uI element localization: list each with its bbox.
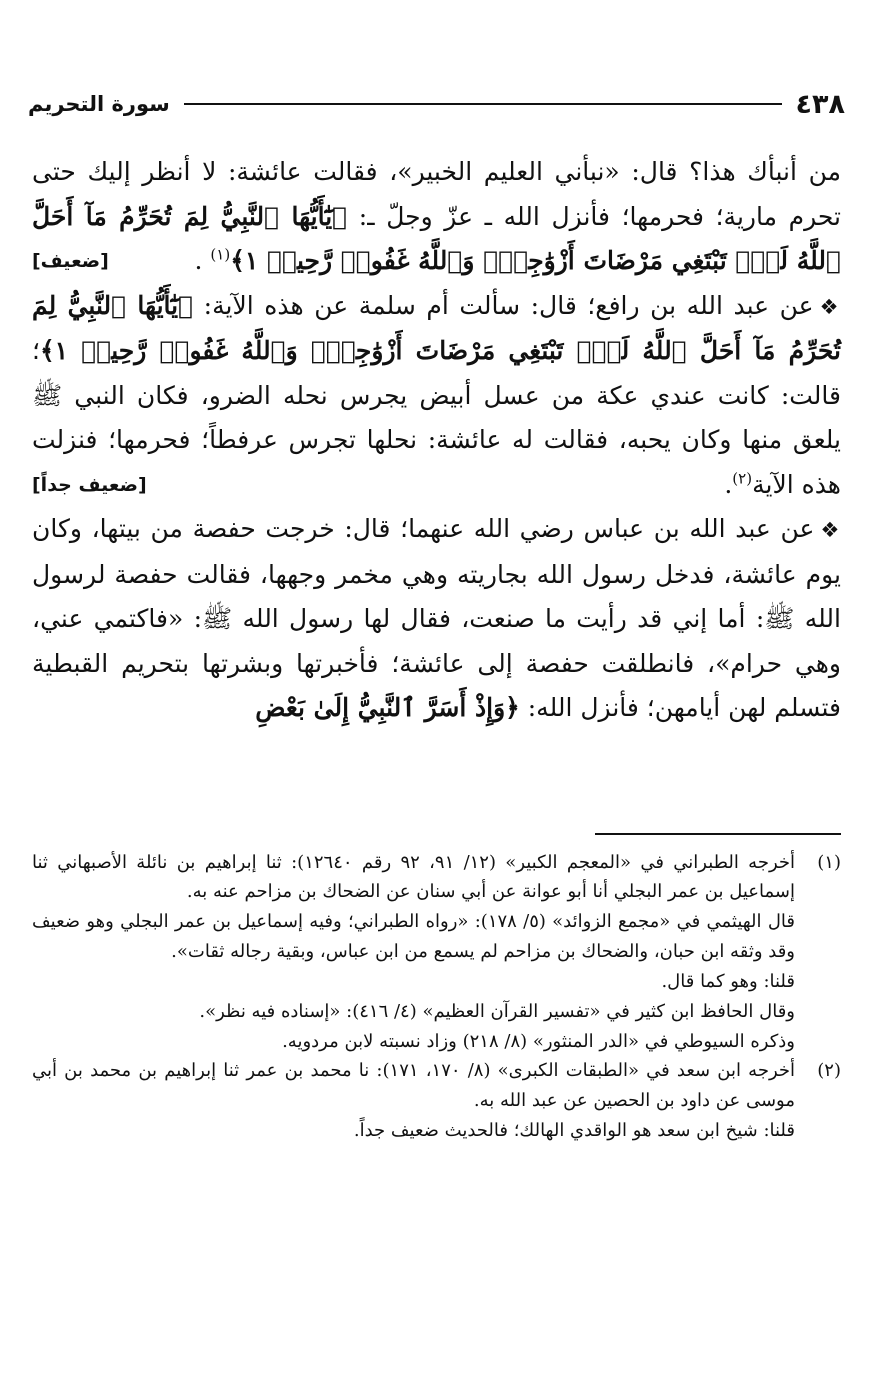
paragraph-1-text: من أنبأك هذا؟ قال: «نبأني العليم الخبير»، فقالت عائشة: لا أنظر إليك حتى تحرم مارية؛ فحرمها؛ فأنزل الله ـ عزّ وجلّ ـ: [32, 157, 841, 231]
quran-verse-2: ﴿يَٰٓأَيُّهَا ٱلنَّبِيُّ لِمَ تُحَرِّمُ مَآ أَحَلَّ ٱللَّهُ لَكَۖ تَبْتَغِي مَرْضَاتَ أَزْوَٰجِكَۚ وَٱللَّهُ غَفُورٞ رَّحِيمٞ ١﴾ [32, 290, 841, 365]
running-header [28, 82, 845, 126]
footnotes [32, 848, 841, 1145]
quran-verse-3: ﴿وَإِذْ أَسَرَّ ٱلنَّبِيُّ إِلَىٰ بَعْضِ [255, 693, 520, 722]
footnote-body [32, 1056, 795, 1145]
paragraph-2 [32, 284, 841, 508]
footnote-line: قلنا: شيخ ابن سعد هو الواقدي الهالك؛ فالحديث ضعيف جداً. [353, 1119, 795, 1141]
header-rule [184, 103, 782, 105]
footnote-number: (٢) [817, 1060, 841, 1082]
paragraph-3-text: عن عبد الله بن عباس رضي الله عنهما؛ قال: خرجت حفصة من بيتها، وكان يوم عائشة، فدخل رسول الله بجاريته وهي مخمر وجهها، فقالت حفصة لرسول الله ﷺ: أما إني قد رأيت ما صنعت، فقال لها رسول الله ﷺ: «فاكتمي عني، وهي حرام»، فانطلقت حفصة إلى عائشة؛ فأخبرتها وبشرتها بتحريم القبطية فتسلم لهن أيامهن؛ فأنزل الله: [32, 514, 841, 722]
footnote-number: (١) [817, 852, 841, 873]
paragraph-2-text: عن عبد الله بن رافع؛ قال: سألت أم سلمة عن هذه الآية: [193, 290, 814, 320]
star-icon: ❖ [819, 294, 842, 319]
footnote-1 [32, 848, 841, 1056]
grade-label-1: [ضعيف] [32, 250, 109, 272]
footnote-ref-1[interactable]: (١) [210, 245, 231, 264]
footnote-line: وقال الحافظ ابن كثير في «تفسير القرآن العظيم» (٤/ ٤١٦): «إسناده فيه نظر». [199, 1001, 795, 1023]
page-number: ٤٣٨ [795, 88, 845, 120]
quran-verse-1: ﴿يَٰٓأَيُّهَا ٱلنَّبِيُّ لِمَ تُحَرِّمُ مَآ أَحَلَّ ٱللَّهُ لَكَۖ تَبْتَغِي مَرْضَاتَ أَزْوَٰجِكَۚ وَٱللَّهُ غَفُورٞ رَّحِيمٞ ١﴾ [32, 201, 841, 275]
footnote-2 [32, 1056, 841, 1145]
footnote-line: قلنا: وهو كما قال. [661, 970, 795, 992]
footnote-separator [595, 833, 841, 835]
footnote-ref-2[interactable]: (٢) [732, 469, 753, 488]
footnote-body [32, 848, 795, 1056]
main-text [32, 150, 841, 731]
paragraph-2-tail: . [724, 469, 733, 499]
footnote-line: أخرجه ابن سعد في «الطبقات الكبرى» (٨/ ١٧٠، ١٧١): نا محمد بن عمر ثنا إبراهيم بن محمد بن أبي موسى عن داود بن الحصين عن عبد الله به. [32, 1060, 796, 1111]
surah-title: سورة التحريم [28, 92, 170, 116]
paragraph-3 [32, 507, 841, 731]
footnote-line: قال الهيثمي في «مجمع الزوائد» (٥/ ١٧٨): «رواه الطبراني؛ وفيه إسماعيل بن عمر البجلي وهو ضعيف وقد وثقه ابن حبان، والضحاك بن مزاحم لم يسمع من ابن عباس، وبقية رجاله ثقات». [32, 911, 795, 962]
footnote-line: وذكره السيوطي في «الدر المنثور» (٨/ ٢١٨) وزاد نسبته لابن مردويه. [282, 1031, 795, 1053]
paragraph-1 [32, 150, 841, 284]
paragraph-2-continuation: ؛ قالت: كانت عندي عكة من عسل أبيض يجرس نحله الضرو، فكان النبي ﷺ يلعق منها وكان يحبه، فقالت له عائشة: نحلها تجرس عرفطاً؛ فحرمها؛ فنزلت هذه الآية [32, 336, 841, 499]
star-icon: ❖ [820, 518, 841, 542]
footnote-line: أخرجه الطبراني في «المعجم الكبير» (١٢/ ٩١، ٩٢ رقم ١٢٦٤٠): ثنا إبراهيم بن نائلة الأصبهاني ثنا إسماعيل بن عمر البجلي أنا أبو عوانة عن أبي سنان عن الضحاك بن مزاحم عنه به. [32, 852, 796, 903]
paragraph-1-tail: . [194, 246, 211, 275]
grade-label-2: [ضعيف جداً] [32, 473, 147, 496]
